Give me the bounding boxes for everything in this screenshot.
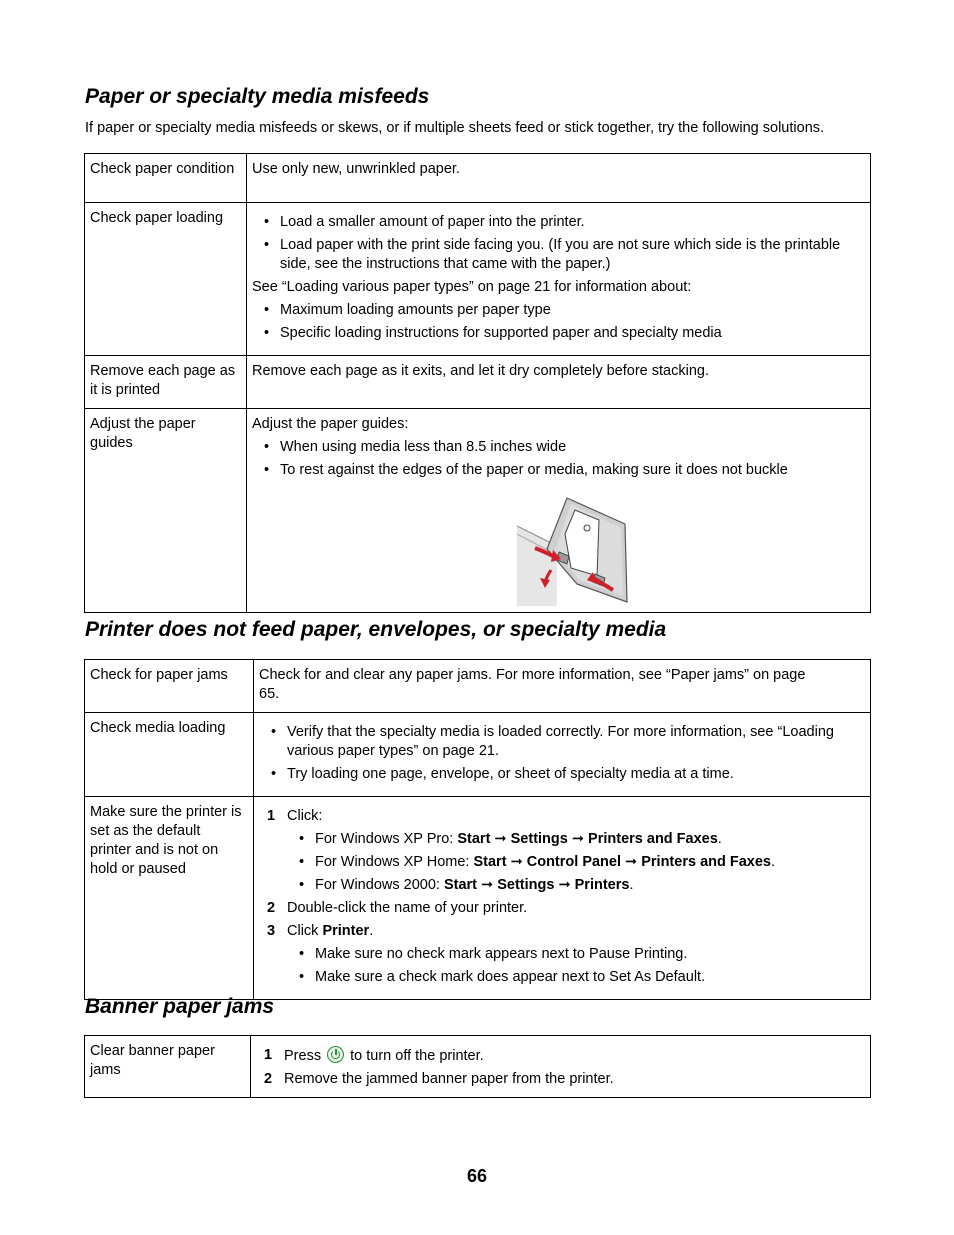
section-title-misfeeds: Paper or specialty media misfeeds — [85, 85, 430, 108]
section-title-banner: Banner paper jams — [85, 995, 275, 1018]
list-item: • Verify that the specialty media is loaded correctly. For more information, see “Loading various paper types” on page 21. — [259, 723, 865, 761]
arrow-icon: ➞ — [510, 854, 523, 870]
row-label: Adjust the paper guides — [85, 409, 247, 613]
arrow-icon: ➞ — [625, 854, 638, 870]
table-row — [85, 1036, 871, 1098]
list-item: • Try loading one page, envelope, or sheet of specialty media at a time. — [259, 765, 865, 784]
intro-text: If paper or specialty media misfeeds or skews, or if multiple sheets feed or stick together, try the following solutions. — [85, 120, 825, 136]
row-label: Check paper loading — [85, 203, 247, 356]
row-solution — [247, 203, 871, 356]
row-label: Check media loading — [85, 713, 254, 797]
list-item: • Load a smaller amount of paper into the printer. — [252, 213, 865, 232]
table-row — [85, 356, 871, 409]
step-2 — [256, 1070, 865, 1089]
row-solution — [251, 1036, 871, 1098]
printer-tray-graphic — [517, 494, 629, 606]
row-label: Remove each page as it is printed — [85, 356, 247, 409]
list-item: • Make sure a check mark does appear next to Set As Default. — [287, 968, 865, 987]
page-number: 66 — [466, 1166, 488, 1186]
step-number: 2 — [267, 900, 276, 916]
row-solution — [254, 797, 871, 1000]
list-item: • For Windows 2000: Start ➞ Settings ➞ Printers. — [287, 876, 865, 895]
table-row — [85, 154, 871, 203]
row-solution: Adjust the paper guides: • When using media less than 8.5 inches wide • To rest against the edges of the paper or media, making sure it does not buckle — [247, 409, 871, 613]
see-also-text: See “Loading various paper types” on page 21 for information about: — [252, 279, 692, 295]
power-icon — [327, 1046, 344, 1063]
table-row — [85, 409, 871, 613]
list-item: • Load paper with the print side facing you. (If you are not sure which side is the printable side, see the instructions that came with the paper.) — [252, 236, 865, 274]
row-solution: Use only new, unwrinkled paper. — [247, 154, 871, 203]
list-item: • Specific loading instructions for supported paper and specialty media — [252, 324, 865, 343]
step-number: 1 — [267, 808, 276, 824]
step-number: 2 — [264, 1071, 273, 1087]
step-number: 3 — [267, 923, 276, 939]
list-item: • For Windows XP Home: Start ➞ Control Panel ➞ Printers and Faxes. — [287, 853, 865, 872]
list-item: • Maximum loading amounts per paper type — [252, 301, 865, 320]
arrow-icon: ➞ — [558, 877, 571, 893]
arrow-icon: ➞ — [571, 831, 585, 847]
row-solution: Check for and clear any paper jams. For more information, see “Paper jams” on page 65. — [254, 660, 871, 713]
arrow-icon: ➞ — [481, 877, 494, 893]
table-row — [85, 797, 871, 1000]
list-item: • For Windows XP Pro: Start ➞ Settings ➞ Printers and Faxes. — [287, 830, 865, 849]
step-3: 3 Click Printer. • Make sure no check mark appears next to Pause Printing. • Make sure a check mark does appear next to Set As Default. — [259, 922, 865, 987]
list-item: • To rest against the edges of the paper or media, making sure it does not buckle — [252, 461, 865, 480]
misfeeds-table — [84, 153, 871, 613]
step-text: Remove the jammed banner paper from the printer. — [284, 1071, 614, 1087]
row-solution: Remove each page as it exits, and let it dry completely before stacking. — [247, 356, 871, 409]
no-feed-table — [84, 659, 871, 1000]
step-number: 1 — [264, 1047, 273, 1063]
step-1: 1 Press to turn off the printer. — [264, 1047, 484, 1064]
list-item: • Make sure no check mark appears next to Pause Printing. — [287, 945, 865, 964]
table-row — [85, 713, 871, 797]
row-label: Make sure the printer is set as the default printer and is not on hold or paused — [85, 797, 254, 1000]
step-2 — [259, 899, 865, 918]
list-item: • When using media less than 8.5 inches wide — [252, 438, 865, 457]
paper-guide-illustration — [517, 494, 629, 606]
row-label: Check paper condition — [85, 154, 247, 203]
row-label: Check for paper jams — [85, 660, 254, 713]
step-1 — [259, 807, 865, 895]
step-text: Click: — [287, 808, 323, 824]
row-label: Clear banner paper jams — [85, 1036, 251, 1098]
arrow-icon: ➞ — [494, 831, 507, 847]
table-row — [85, 660, 871, 713]
step-text: Double-click the name of your printer. — [287, 900, 528, 916]
banner-table — [84, 1035, 871, 1098]
row-solution — [254, 713, 871, 797]
section-title-no-feed: Printer does not feed paper, envelopes, or specialty media — [85, 618, 667, 641]
table-row — [85, 203, 871, 356]
